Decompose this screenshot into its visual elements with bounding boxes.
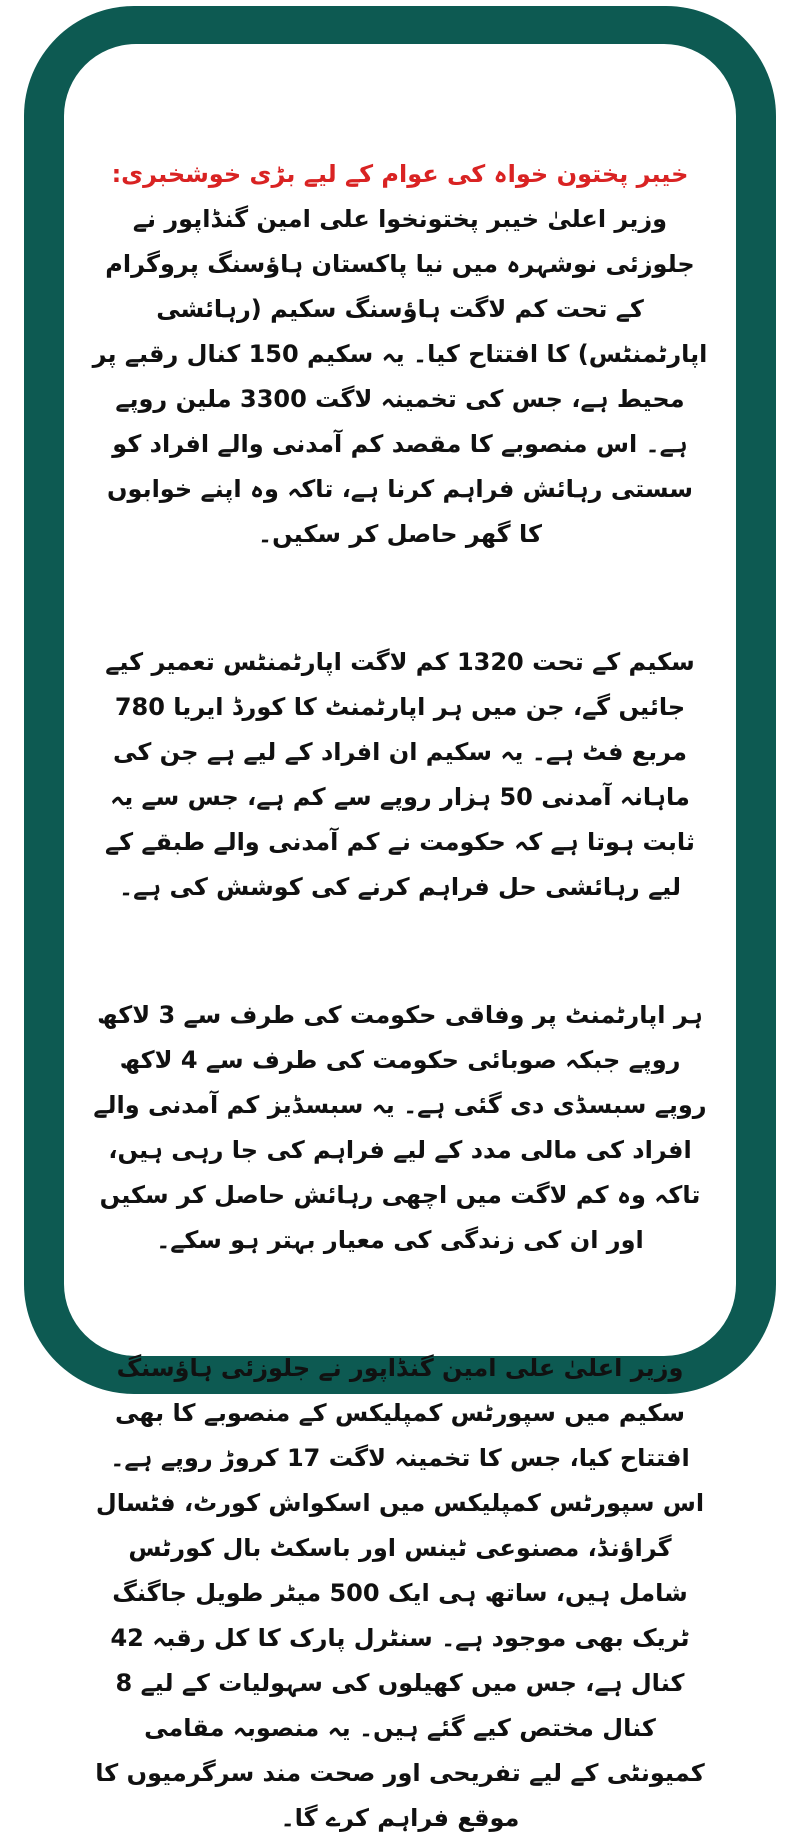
article-body xyxy=(92,152,708,1841)
article-paragraph-3: ہر اپارٹمنٹ پر وفاقی حکومت کی طرف سے 3 لاکھ روپے جبکہ صوبائی حکومت کی طرف سے 4 لاکھ روپے سبسڈی دی گئی ہے۔ یہ سبسڈیز کم آمدنی والے افراد کی مالی مدد کے لیے فراہم کی جا رہی ہیں، تاکہ وہ کم لاگت میں اچھی رہائش حاصل کر سکیں اور ان کی زندگی کی معیار بہتر ہو سکے۔ xyxy=(93,1001,707,1254)
paragraph-text: وزیر اعلیٰ خیبر پختونخوا علی امین گنڈاپور نے جلوزئی نوشہرہ میں نیا پاکستان ہاؤسنگ پروگرام کے تحت کم لاگت ہاؤسنگ سکیم (رہائشی اپارٹمنٹس) کا افتتاح کیا۔ یہ سکیم 150 کنال رقبے پر محیط ہے، جس کی تخمینہ لاگت 3300 ملین روپے ہے۔ اس منصوبے کا مقصد کم آمدنی والے افراد کو سستی رہائش فراہم کرنا ہے، تاکہ وہ اپنے خوابوں کا گھر حاصل کر سکیں۔ xyxy=(92,205,708,548)
article-paragraph-2: سکیم کے تحت 1320 کم لاگت اپارٹمنٹس تعمیر کیے جائیں گے، جن میں ہر اپارٹمنٹ کا کورڈ ایریا 780 مربع فٹ ہے۔ یہ سکیم ان افراد کے لیے ہے جن کی ماہانہ آمدنی 50 ہزار روپے سے کم ہے، جس سے یہ ثابت ہوتا ہے کہ حکومت نے کم آمدنی والے طبقے کے لیے رہائشی حل فراہم کرنے کی کوشش کی ہے۔ xyxy=(105,648,695,901)
article-headline: خیبر پختون خواہ کی عوام کے لیے بڑی خوشخبری: xyxy=(111,160,689,188)
phone-screen xyxy=(64,44,736,1832)
phone-frame xyxy=(24,6,776,1832)
article-paragraph-1 xyxy=(92,152,708,557)
article-paragraph-4: وزیر اعلیٰ علی امین گنڈاپور نے جلوزئی ہاؤسنگ سکیم میں سپورٹس کمپلیکس کے منصوبے کا بھی افتتاح کیا، جس کا تخمینہ لاگت 17 کروڑ روپے ہے۔ اس سپورٹس کمپلیکس میں اسکواش کورٹ، فٹسال گراؤنڈ، مصنوعی ٹینس اور باسکٹ بال کورٹس شامل ہیں، ساتھ ہی ایک 500 میٹر طویل جاگنگ ٹریک بھی موجود ہے۔ سنٹرل پارک کا کل رقبہ 42 کنال ہے، جس میں کھیلوں کی سہولیات کے لیے 8 کنال مختص کیے گئے ہیں۔ یہ منصوبہ مقامی کمیونٹی کے لیے تفریحی اور صحت مند سرگرمیوں کا موقع فراہم کرے گا۔ xyxy=(95,1354,705,1832)
